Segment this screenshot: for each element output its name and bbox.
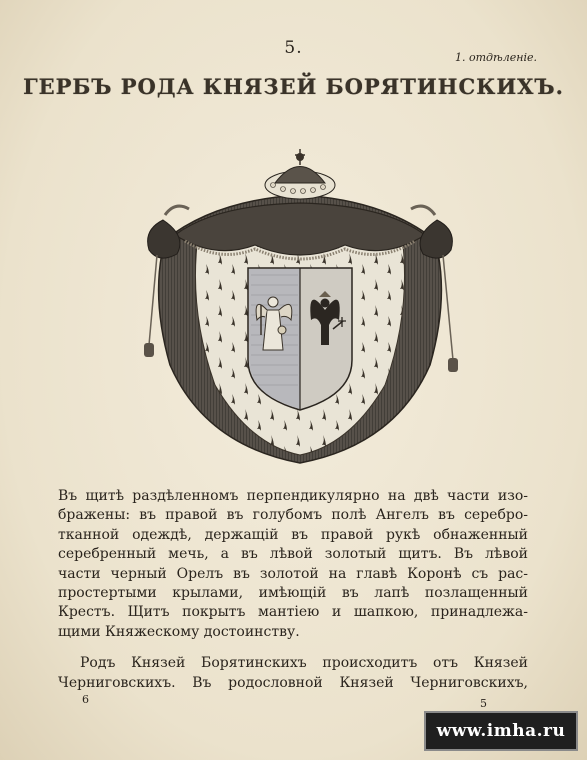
shield [248,268,352,410]
text-line: серебренный мечь, а въ лѣвой золотый щитъ. Въ лѣвой [58,546,528,563]
text-line: тканной одеждѣ, держащій въ правой рукѣ обнаженный [58,526,528,543]
signature-mark-right: 5 [480,697,487,710]
text-line: щими Княжескому достоинству. [58,623,300,640]
text-line: простертыми крылами, имѣющій въ лапѣ позлащенный [58,585,528,602]
watermark-text: www.imha.ru [436,721,566,741]
description-paragraph [58,487,528,642]
crown-icon [265,149,335,199]
signature-mark-left: 6 [82,693,89,706]
coat-of-arms-illustration [135,145,465,470]
text-line: части черный Орелъ въ золотой на главѣ Коронѣ съ рас- [58,565,528,582]
lineage-paragraph [58,653,528,693]
text-line: бражены: въ правой въ голубомъ полѣ Ангелъ въ серебро- [58,507,528,524]
text-line: Крестъ. Щитъ покрытъ мантіею и шапкою, принадлежа- [58,604,528,621]
section-label: 1. отдѣленіе. [454,51,537,64]
page-number: 5. [284,38,303,58]
text-line: Родъ Князей Борятинскихъ происходитъ отъ Князей [80,655,528,671]
text-line: Черниговскихъ. Въ родословной Князей Черниговскихъ, [58,675,528,691]
text-line: Въ щитѣ раздѣленномъ перпендикулярно на двѣ части изо- [58,488,528,504]
watermark-badge [424,711,578,751]
page-title: ГЕРБЪ РОДА КНЯЗЕЙ БОРЯТИНСКИХЪ. [23,74,564,99]
